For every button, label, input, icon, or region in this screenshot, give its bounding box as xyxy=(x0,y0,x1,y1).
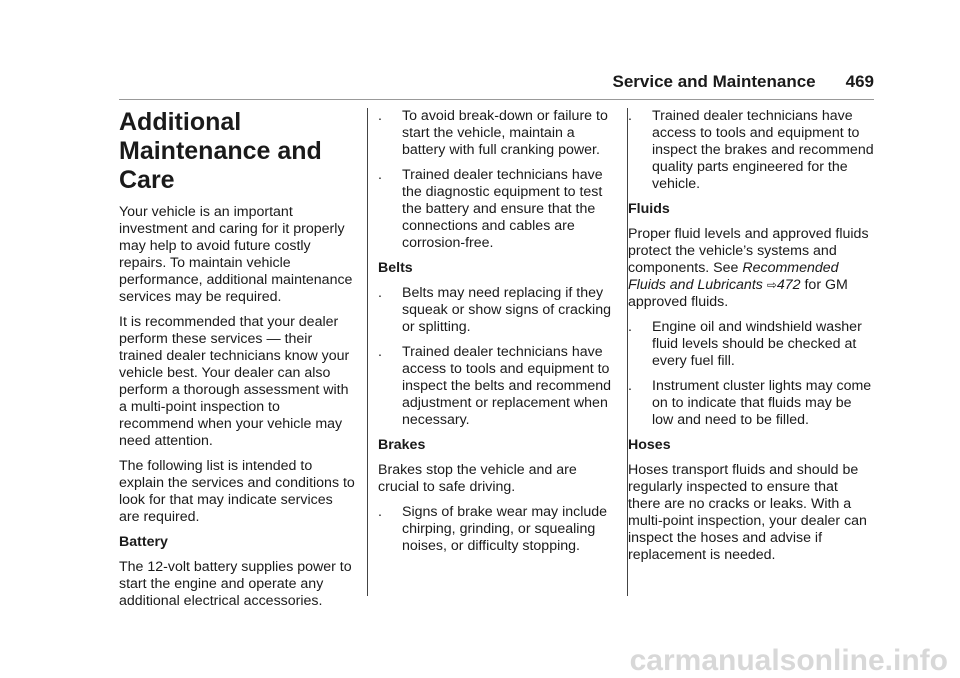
cross-reference-page[interactable]: 472 xyxy=(776,277,801,293)
column-divider xyxy=(367,108,368,596)
fluids-cross-reference[interactable]: Recommended Fluids and Lubricants xyxy=(628,260,839,293)
bullet-text: Signs of brake wear may include chirping, grinding, or squealing noises, or difficulty stopping. xyxy=(402,504,608,554)
battery-paragraph: The 12-volt battery supplies power to start the engine and operate any additional electrical accessories. xyxy=(119,559,352,609)
column-1 xyxy=(119,108,357,618)
list-item xyxy=(628,378,874,429)
bullet: . xyxy=(378,344,382,360)
bullet-text: Belts may need replacing if they squeak or show signs of cracking or splitting. xyxy=(402,285,611,335)
dealer-paragraph: It is recommended that your dealer perform these services — their trained dealer technicians know your vehicle best. Your dealer can also perform a thorough assessment with a multi-point inspection to recommend when your vehicle may need attention. xyxy=(119,314,350,449)
header-rule xyxy=(119,99,874,100)
page-header xyxy=(612,72,874,92)
belts-heading: Belts xyxy=(378,260,413,276)
page-heading: Additional Maintenance and Care xyxy=(119,108,322,194)
list-item xyxy=(378,344,618,429)
bullet: . xyxy=(628,319,632,335)
list-item xyxy=(378,108,618,159)
bullet: . xyxy=(628,378,632,394)
hoses-heading: Hoses xyxy=(628,437,671,453)
battery-heading: Battery xyxy=(119,534,168,550)
list-item xyxy=(628,319,874,370)
bullet-text: Engine oil and windshield washer fluid levels should be checked at every fuel fill. xyxy=(652,319,862,369)
brakes-paragraph: Brakes stop the vehicle and are crucial to safe driving. xyxy=(378,462,577,495)
fluids-text: Proper fluid levels and approved fluids protect the vehicle’s systems and components. See xyxy=(628,226,869,276)
bullet-text: Trained dealer technicians have access to tools and equipment to inspect the belts and recommend adjustment or replacement when necessary. xyxy=(402,344,611,428)
bullet-text: To avoid break-down or failure to start the vehicle, maintain a battery with full cranking power. xyxy=(402,108,608,158)
fluids-heading: Fluids xyxy=(628,201,670,217)
brakes-heading: Brakes xyxy=(378,437,426,453)
bullet: . xyxy=(378,167,382,183)
section-title: Service and Maintenance xyxy=(612,72,816,91)
bullet: . xyxy=(628,108,632,124)
page-ref-arrow-icon: ⇨ xyxy=(766,278,777,292)
column-2 xyxy=(378,108,618,563)
list-item xyxy=(378,167,618,252)
bullet: . xyxy=(378,285,382,301)
fluids-paragraph xyxy=(628,226,874,311)
watermark: carmanualsonline.info xyxy=(629,644,948,677)
page-number: 469 xyxy=(845,72,874,91)
fluids-text-end: for GM approved fluids. xyxy=(628,277,848,310)
hoses-paragraph: Hoses transport fluids and should be regularly inspected to ensure that there are no cracks or leaks. With a multi-point inspection, your dealer can inspect the hoses and advise if replacement is needed. xyxy=(628,462,867,563)
bullet-text: Trained dealer technicians have access to tools and equipment to inspect the brakes and recommend quality parts engineered for the vehicle. xyxy=(652,108,874,192)
column-3 xyxy=(628,108,874,572)
list-paragraph: The following list is intended to explain the services and conditions to look for that may indicate services are required. xyxy=(119,458,355,525)
bullet-text: Trained dealer technicians have the diagnostic equipment to test the battery and ensure that the connections and cables are corrosion-free. xyxy=(402,167,603,251)
bullet-text: Instrument cluster lights may come on to indicate that fluids may be low and need to be filled. xyxy=(652,378,872,428)
bullet: . xyxy=(378,108,382,124)
list-item xyxy=(378,285,618,336)
intro-paragraph: Your vehicle is an important investment and caring for it properly may help to avoid future costly repairs. To maintain vehicle performance, additional maintenance services may be required. xyxy=(119,204,353,305)
bullet: . xyxy=(378,504,382,520)
list-item xyxy=(628,108,874,193)
list-item xyxy=(378,504,618,555)
